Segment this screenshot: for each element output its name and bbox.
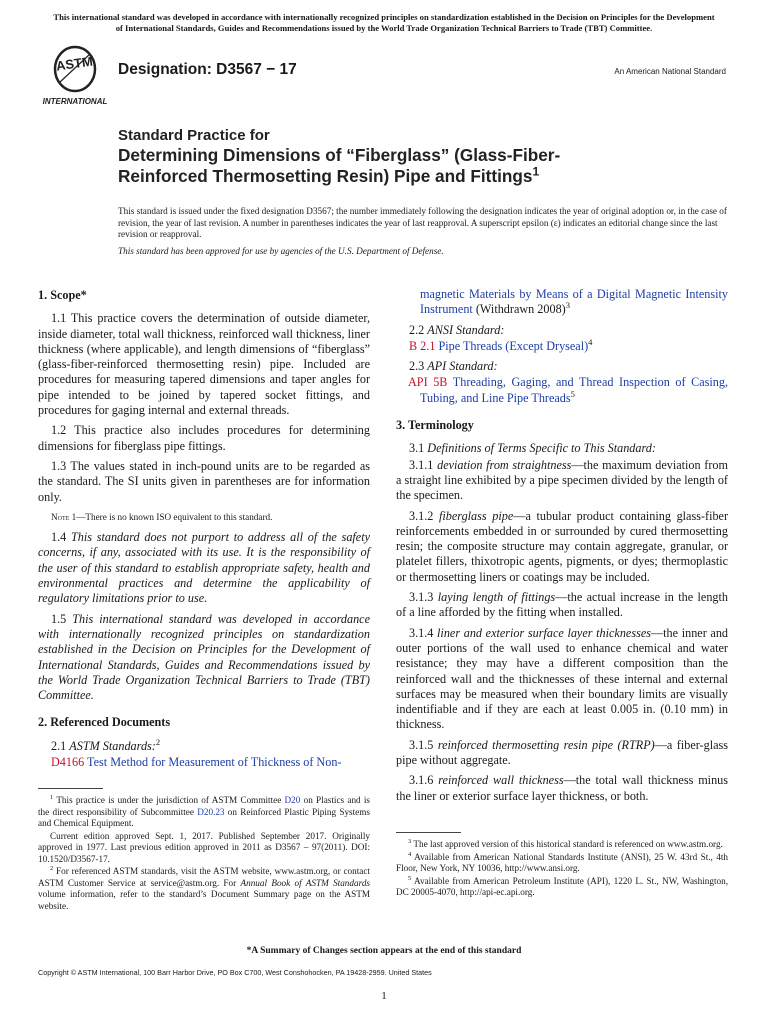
ref-api5b-link[interactable]: Threading, Gaging, and Thread Inspection of Casing, Tubing, and Line Pipe Threads	[420, 375, 728, 405]
top-notice: This international standard was developed in accordance with internationally recognized principles on standardization established in the Decision on Principles for the Development of International Standards, Guides and Recommendations issued by the World Trade Organization Technical Barriers to Trade (TBT) Committee.	[53, 12, 715, 33]
ref-api5b[interactable]: API 5B Threading, Gaging, and Thread Inspection of Casing, Tubing, and Line Pipe Threads$^5$	[408, 375, 728, 405]
footnote-1: $^1$ This practice is under the jurisdiction of ASTM Committee D20 on Plastics and is the direct responsibility of Subcommittee D20.23 on Reinforced Plastic Piping Systems and Chemical Equipment.	[38, 793, 371, 828]
note-1: Note 1—There is no known ISO equivalent to this standard.	[51, 511, 273, 522]
d2023-link[interactable]: D20.23	[197, 806, 225, 817]
summary-of-changes-note: *A Summary of Changes section appears at the end of this standard	[246, 946, 522, 956]
ref-d4166-code[interactable]: D4166	[51, 755, 85, 770]
ref-b21[interactable]: B 2.1 Pipe Threads (Except Dryseal)$^4$	[409, 336, 593, 353]
ref-api5b-code[interactable]: API 5B	[408, 375, 448, 390]
footnote-2: $^2$ For referenced ASTM standards, visit the ASTM website, www.astm.org, or contact ASTM Customer Service at service@astm.org. For Annual Book of ASTM Standards volume information, refer to the standard’s Document Summary page on the ASTM website.	[38, 864, 371, 911]
def-3-1-4: 3.1.4 liner and exterior surface layer thicknesses—the inner and outer portions of the wall used to enhance chemical and water resistance; they may have a different composition than the reinforced wall and the thicknesses of these internal and external surfaces may be measured when their boundary limits are visually indentifiable and if they are each at least 0.005 in. (0.10 mm) in thickness.	[396, 625, 729, 732]
footnote-rule	[38, 788, 103, 789]
para-3-1: 3.1 Definitions of Terms Specific to This Standard:	[409, 441, 656, 456]
section-terminology-heading: 3. Terminology	[396, 418, 474, 433]
left-column	[38, 288, 370, 775]
copyright: Copyright © ASTM International, 100 Barr Harbor Drive, PO Box C700, West Conshohocken, PA 19428-2959. United States	[38, 968, 432, 977]
def-3-1-5: 3.1.5 reinforced thermosetting resin pipe (RTRP)—a fiber-glass pipe without aggregate.	[396, 737, 728, 768]
para-1-4: 1.4 This standard does not purport to address all of the safety concerns, if any, associated with its use. It is the responsibility of the user of this standard to establish appropriate safety, health and environmental practices and determine the applicability of regulatory limitations prior to use.	[38, 530, 371, 606]
para-1-3: 1.3 The values stated in inch-pound units are to be regarded as the standard. The SI units given in parentheses are for information only.	[38, 458, 370, 504]
para-2-1: 2.1 ASTM Standards:$^2$	[51, 736, 161, 753]
ref-d4166[interactable]	[38, 755, 370, 770]
page-number: 1	[381, 990, 387, 1002]
footnotes-left	[38, 788, 370, 913]
para-1-2: 1.2 This practice also includes procedures for determining dimensions for fiberglass pipe fittings.	[38, 423, 370, 453]
footnote-1-edition: Current edition approved Sept. 1, 2017. Published September 2017. Originally approved in 1977. Last previous edition approved in 2011 as D3567 – 97(2011). DOI: 10.1520/D3567-17.	[38, 830, 370, 864]
ref-d4166-link-cont[interactable]: magnetic Materials by Means of a Digital Magnetic Intensity Instrument	[420, 287, 728, 317]
title-line-3: Reinforced Thermosetting Resin) Pipe and Fittings$^1$	[118, 164, 540, 186]
title-line-1: Standard Practice for	[118, 127, 270, 144]
footnote-3: $^3$ The last approved version of this historical standard is referenced on www.astm.org.	[408, 837, 723, 849]
ref-b21-link[interactable]: Pipe Threads (Except Dryseal)	[438, 338, 589, 353]
title-line-2: Determining Dimensions of “Fiberglass” (Glass-Fiber-	[118, 145, 561, 165]
issuance-statement: This standard is issued under the fixed designation D3567; the number immediately following the designation indicates the year of original adoption or, in the case of revision, the year of last revision. A number in parentheses indicates the year of last reapproval. A superscript epsilon (ε) indicates an editorial change since the last revision or reapproval.	[118, 206, 727, 239]
ref-b21-code[interactable]: B 2.1	[409, 338, 436, 353]
svg-text:ASTM: ASTM	[55, 53, 94, 74]
astm-logo	[38, 42, 112, 108]
issuance-block	[118, 206, 728, 262]
def-3-1-6: 3.1.6 reinforced wall thickness—the total wall thickness minus the liner or exterior surface layer thickness, or both.	[396, 773, 728, 803]
footnote-5: $^5$ Available from American Petroleum Institute (API), 1220 L. St., NW, Washington, DC 20005-4070, http://api-ec.api.org.	[396, 874, 728, 897]
footnotes-right	[396, 832, 728, 900]
designation: Designation: D3567 − 17	[118, 61, 297, 78]
para-1-5: 1.5 This international standard was developed in accordance with internationally recognized principles on standardization established in the Decision on Principles for the Development of International Standards, Guides and Recommendations issued by the World Trade Organization Technical Barriers to Trade (TBT) Committee.	[38, 611, 370, 703]
d20-link[interactable]: D20	[284, 795, 301, 805]
logo-wordmark: INTERNATIONAL	[42, 97, 108, 106]
footnote-rule-right	[396, 832, 461, 833]
ref-d4166-link[interactable]: Test Method for Measurement of Thickness of Non-	[87, 755, 342, 770]
section-scope-heading: 1. Scope*	[38, 288, 87, 302]
dod-approval: This standard has been approved for use by agencies of the U.S. Department of Defense.	[118, 245, 444, 256]
def-3-1-1: 3.1.1 deviation from straightness—the maximum deviation from a straight line exhibited by a pipe specimen divided by the length of the specimen.	[396, 457, 729, 503]
def-3-1-2: 3.1.2 fiberglass pipe—a tubular product containing glass-fiber reinforcements embedded in or surrounded by cured thermosetting resin; the composite structure may contain aggregate, granular, or platelet fillers, thixotropic agents, pigments, or dyes; thermoplastic or thermosetting liners or coatings may be included.	[396, 508, 729, 584]
section-refdocs-heading: 2. Referenced Documents	[38, 715, 171, 730]
footnote-4: $^4$ Available from American National Standards Institute (ANSI), 25 W. 43rd St., 4th Floor, New York, NY 10036, http://www.ansi.org.	[396, 850, 728, 873]
document-title	[118, 126, 738, 187]
para-2-3: 2.3 API Standard:	[409, 359, 498, 374]
ref-d4166-cont: magnetic Materials by Means of a Digital Magnetic Intensity Instrument (Withdrawn 2008)$^3$	[420, 287, 728, 317]
para-2-2: 2.2 ANSI Standard:	[409, 322, 505, 337]
para-1-1: 1.1 This practice covers the determination of outside diameter, inside diameter, total wall thickness, reinforced wall thickness, liner thickness (where applicable), and length dimensions of “fiberglass” (glass-fiber-reinforced thermosetting resin) pipe. Included are procedures for measuring tapered dimensions and taper angles for pipe intended to be joined by tapered socket fittings, and procedures for gaging internal and external threads.	[38, 311, 370, 418]
def-3-1-3: 3.1.3 laying length of fittings—the actual increase in the length of a line afforded by the fitting when installed.	[396, 590, 729, 620]
national-standard-label: An American National Standard	[614, 67, 726, 76]
right-column	[396, 287, 728, 809]
